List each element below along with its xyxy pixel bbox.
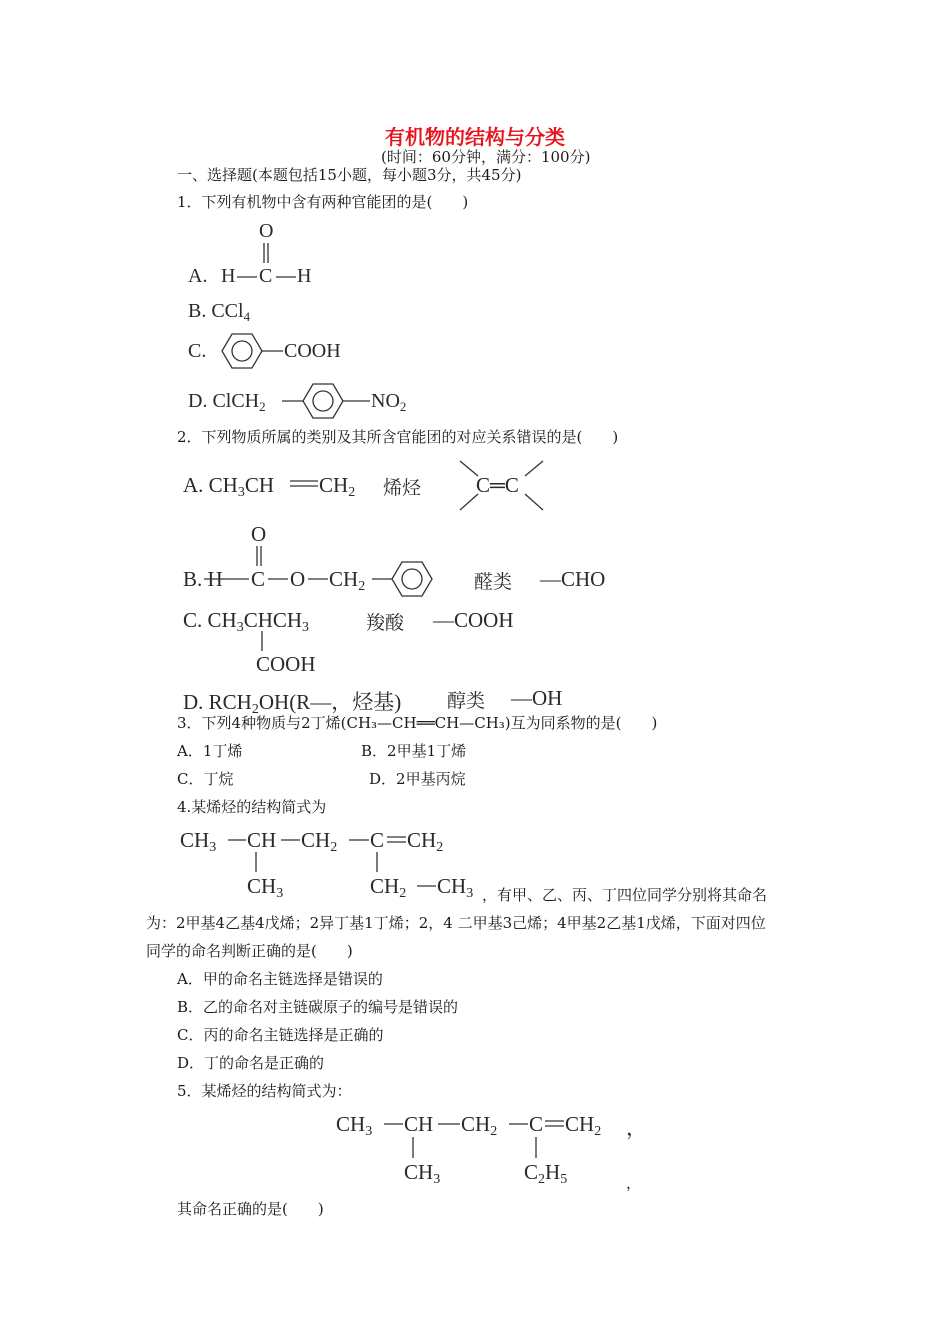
q2-d-class: 醇类 <box>447 690 486 712</box>
q3-option-b: B．2甲基1丁烯 <box>361 742 467 760</box>
q3-option-d: D．2甲基丙烷 <box>369 770 466 788</box>
q4-option-d: D．丁的命名是正确的 <box>177 1054 325 1072</box>
q1-d-benzene-ring <box>303 384 343 418</box>
q5-ask: 其命名正确的是( ) <box>177 1200 324 1218</box>
q4-stem-line2: 为：2甲基4乙基4戊烯；2异丁基1丁烯；2，4 二甲基3己烯；4甲基2乙基1戊烯，下面对四位 <box>146 914 766 932</box>
q4-f-branch-ch3: $CH_3$ <box>247 874 284 901</box>
q2-c-class: 羧酸 <box>366 612 405 634</box>
q1-stem: 1．下列有机物中含有两种官能团的是( ) <box>177 193 469 211</box>
q1-d-group: $NO_2$ <box>371 390 407 414</box>
q5-f-c: C <box>529 1112 544 1136</box>
q5-f-branch-c2h5: $C_2H_5$ <box>524 1160 568 1187</box>
q5-f-ch3: $CH_3$ <box>336 1112 373 1139</box>
q2-b-ring-circle <box>402 569 422 589</box>
q2-b-ch2: $CH_2$ <box>329 567 366 594</box>
q4-stem-line3: 同学的命名判断正确的是( ) <box>146 942 353 960</box>
q2-a-bond-ur <box>525 461 543 476</box>
q1-option-d: D. ClCH$_2$ <box>188 390 266 414</box>
q1-c-ring-circle <box>232 341 252 361</box>
q5-stem: 5．某烯烃的结构简式为： <box>177 1082 352 1100</box>
q2-a-class: 烯烃 <box>383 477 422 499</box>
q2-option-b-h: B. H <box>183 567 223 591</box>
q2-a-bond-ll <box>460 494 478 510</box>
q2-a-group: C═C <box>476 473 519 497</box>
section-heading: 一、选择题(本题包括15小题，每小题3分，共45分) <box>177 166 522 184</box>
q4-option-b: B．乙的命名对主链碳原子的编号是错误的 <box>177 998 459 1016</box>
q5-f-ch: CH <box>404 1112 434 1136</box>
q1-a-h-left: H <box>221 265 236 287</box>
exam-info: (时间：60分钟，满分：100分) <box>381 148 591 166</box>
q2-a-bond-ul <box>460 461 478 476</box>
q2-c-branch: COOH <box>256 652 316 676</box>
q4-stem-continued: ，有甲、乙、丙、丁四位同学分别将其命名 <box>482 886 768 904</box>
q5-comma-2: ， <box>626 1174 642 1192</box>
q2-a-ch2: $CH_2$ <box>319 473 356 500</box>
q2-b-group: —CHO <box>540 567 606 591</box>
q4-f-ch: CH <box>247 828 277 852</box>
q4-option-c: C．丙的命名主链选择是正确的 <box>177 1026 384 1044</box>
q1-d-ring-circle <box>313 391 333 411</box>
q4-f-branch-ch2: $CH_2$ <box>370 874 407 901</box>
q1-c-group: COOH <box>284 340 341 362</box>
page-title: 有机物的结构与分类 <box>385 125 565 149</box>
q4-f-ch3: $CH_3$ <box>180 828 217 855</box>
q2-a-bond-lr <box>525 494 543 510</box>
q2-option-c-formula: C. $CH_3CHCH_3$ <box>183 608 310 635</box>
q2-stem: 2．下列物质所属的类别及其所含官能团的对应关系错误的是( ) <box>177 428 619 446</box>
q2-c-group: —COOH <box>433 608 514 632</box>
q2-option-d-formula: D. $RCH_2OH(R—$，烃基) <box>183 690 402 717</box>
q2-b-benzene-ring <box>392 562 432 596</box>
q4-option-a: A．甲的命名主链选择是错误的 <box>177 970 383 988</box>
q1-option-b: B. CCl$_4$ <box>188 300 251 324</box>
q1-a-carbon: C <box>259 265 273 287</box>
q3-stem: 3．下列4种物质与2丁烯(CH₃—CH══CH—CH₃)互为同系物的是( ) <box>177 714 658 732</box>
q4-f-c: C <box>370 828 385 852</box>
q3-option-c: C．丁烷 <box>177 770 234 788</box>
q2-d-group: —OH <box>511 686 563 710</box>
q3-option-a: A．1丁烯 <box>177 742 243 760</box>
q5-f-ch2-end: $CH_2$ <box>565 1112 602 1139</box>
q1-option-c-label: C. <box>188 340 207 362</box>
q1-option-a-label: A. <box>188 265 208 287</box>
q2-b-class: 醛类 <box>474 571 513 593</box>
q1-c-benzene-ring <box>222 334 262 368</box>
q4-f-ch2: $CH_2$ <box>301 828 338 855</box>
q2-option-a-formula: A. $CH_3CH$ <box>183 473 275 500</box>
q5-f-ch2: $CH_2$ <box>461 1112 498 1139</box>
q1-a-oxygen: O <box>259 220 274 242</box>
q4-f-ch2-end: $CH_2$ <box>407 828 444 855</box>
q4-stem: 4.某烯烃的结构简式为 <box>177 798 327 816</box>
q4-f-branch-ch3b: $CH_3$ <box>437 874 474 901</box>
q2-b-carbonyl-o: O <box>251 522 267 546</box>
q5-f-branch-ch3: $CH_3$ <box>404 1160 441 1187</box>
q2-b-oxygen: O <box>290 567 306 591</box>
q1-a-h-right: H <box>297 265 312 287</box>
q2-b-carbon: C <box>251 567 266 591</box>
q5-comma-1: ， <box>626 1116 647 1140</box>
